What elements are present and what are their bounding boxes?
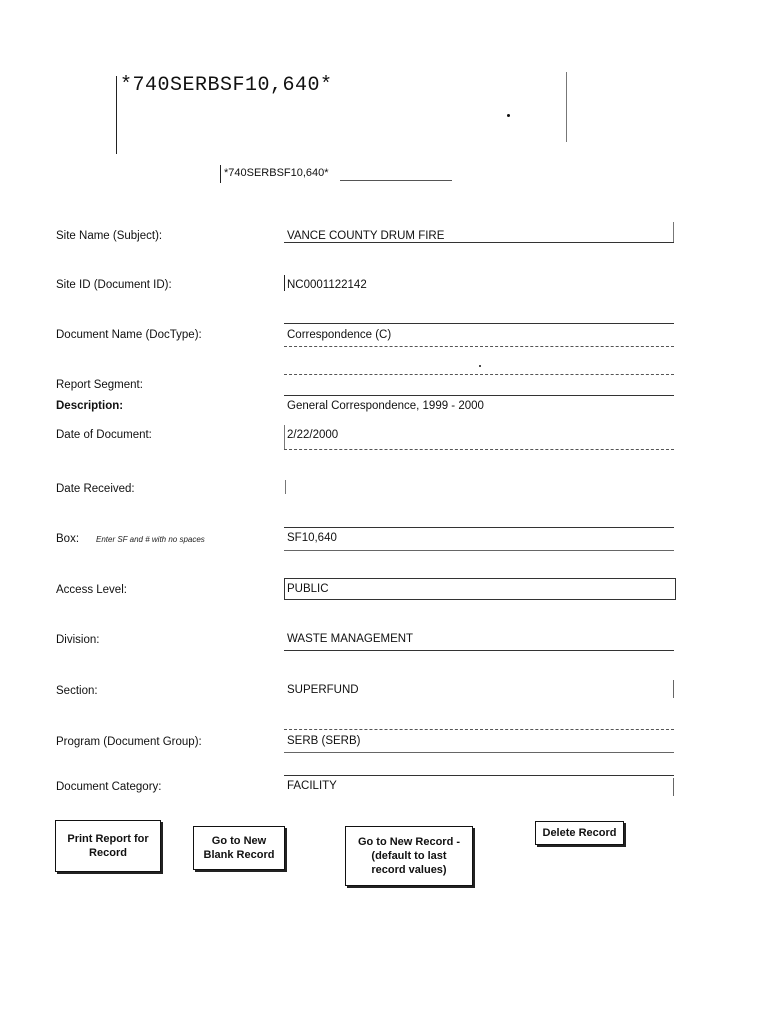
site-name-label: Site Name (Subject): [56,230,163,242]
program-topline [284,729,674,730]
report-segment-label: Report Segment: [56,379,143,391]
barcode-small-text: *740SERBSF10,640* [220,165,329,183]
box-underline [284,550,674,551]
site-id-value[interactable]: NC0001122142 [287,279,367,291]
access-level-box [284,578,676,600]
report-segment-line [284,374,674,375]
access-level-value[interactable]: PUBLIC [287,583,329,595]
new-record-line1: Go to New Record - [357,836,461,848]
new-record-line3: record values) [371,864,447,876]
barcode-main-text: *740SERBSF10,640* [120,74,333,97]
site-name-edge [673,222,674,242]
document-category-edge [673,778,674,796]
box-topline [284,527,674,528]
access-level-label: Access Level: [56,584,127,596]
document-name-underline [284,346,674,347]
print-report-line2: Record [89,847,127,859]
section-value[interactable]: SUPERFUND [287,684,359,696]
barcode-bar-left [116,76,117,154]
print-report-line1: Print Report for [67,833,149,845]
date-of-document-value[interactable]: 2/22/2000 [287,429,339,441]
date-received-label: Date Received: [56,483,135,495]
date-received-cursor [285,480,286,494]
description-value[interactable]: General Correspondence, 1999 - 2000 [287,400,484,412]
description-topline [284,395,674,396]
scan-speck [507,114,510,117]
section-label: Section: [56,685,98,697]
new-record-default-button[interactable] [345,826,473,886]
date-of-document-label: Date of Document: [56,429,152,441]
division-underline [284,650,674,651]
new-blank-line1: Go to New [211,835,267,847]
barcode-small-underline [340,180,452,181]
program-value[interactable]: SERB (SERB) [287,735,361,747]
print-report-button[interactable] [55,820,161,872]
document-category-topline [284,775,674,776]
date-of-document-underline [284,449,674,450]
site-id-cursor [284,275,285,291]
program-underline [284,752,674,753]
division-label: Division: [56,634,100,646]
scan-speck-2 [479,365,481,367]
date-of-document-edge [284,425,285,449]
site-name-value[interactable]: VANCE COUNTY DRUM FIRE [287,230,445,242]
document-category-value[interactable]: FACILITY [287,780,337,792]
box-value[interactable]: SF10,640 [287,532,337,544]
new-blank-line2: Blank Record [203,849,275,861]
delete-record-label: Delete Record [542,827,617,839]
division-value[interactable]: WASTE MANAGEMENT [287,633,414,645]
new-record-line2: (default to last [371,850,447,862]
document-name-value[interactable]: Correspondence (C) [287,329,392,341]
box-hint: Enter SF and # with no spaces [96,535,205,544]
new-blank-record-button[interactable] [193,826,285,870]
site-name-underline [284,242,674,243]
site-id-label: Site ID (Document ID): [56,279,172,291]
document-category-label: Document Category: [56,781,162,793]
barcode-bar-right [566,72,567,142]
document-name-topline [284,323,674,324]
section-edge [673,680,674,698]
document-name-label: Document Name (DocType): [56,329,202,341]
description-label: Description: [56,400,124,412]
delete-record-button[interactable] [535,821,624,845]
program-label: Program (Document Group): [56,736,202,748]
box-label: Box: [56,533,80,545]
